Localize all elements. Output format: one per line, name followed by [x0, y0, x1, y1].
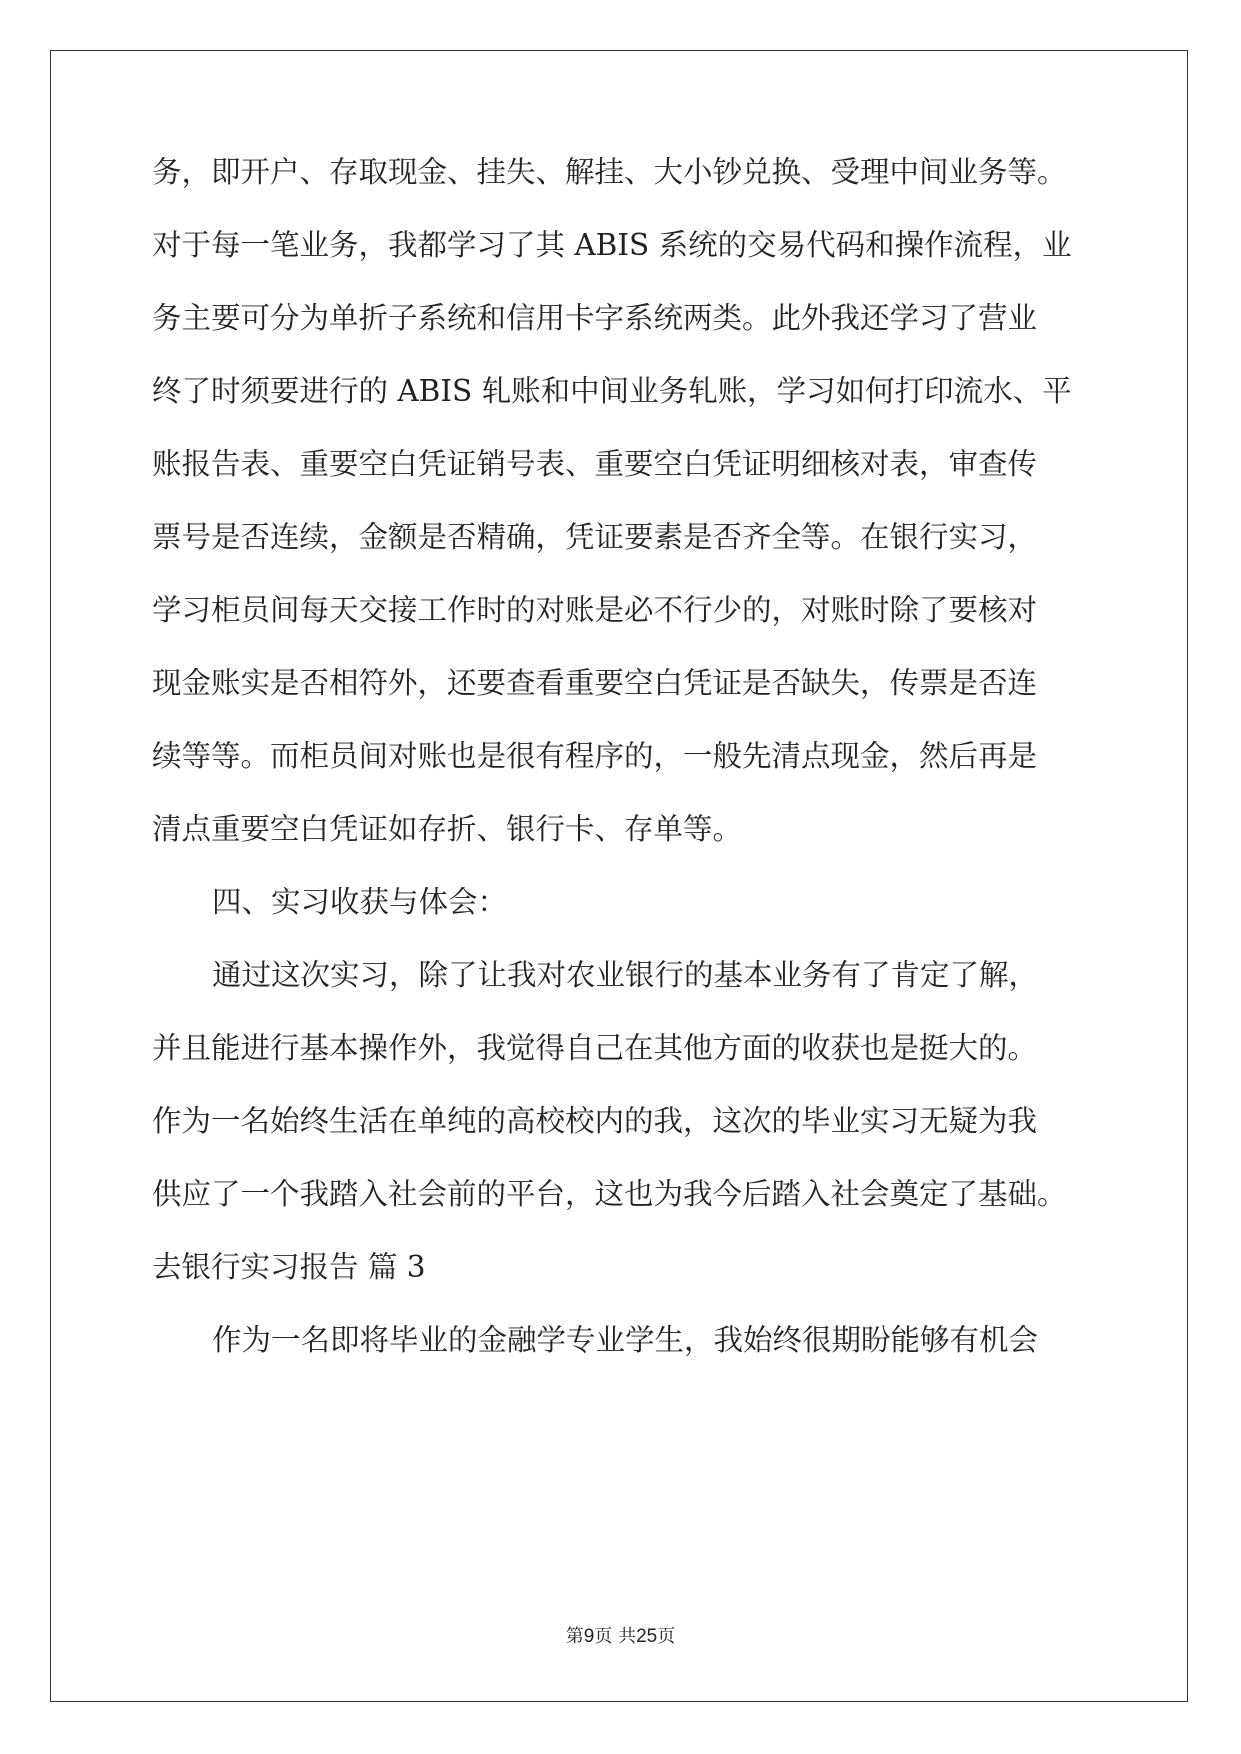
text-line: 供应了一个我踏入社会前的平台，这也为我今后踏入社会奠定了基础。 [152, 1177, 1067, 1211]
text-line: 通过这次实习，除了让我对农业银行的基本业务有了肯定了解， [212, 958, 1039, 992]
text-line: 续等等。而柜员间对账也是很有程序的，一般先清点现金，然后再是 [152, 739, 1038, 773]
text-line: 清点重要空白凭证如存折、银行卡、存单等。 [152, 812, 743, 846]
page-footer [0, 1622, 1241, 1648]
text-line: 并且能进行基本操作外，我觉得自己在其他方面的收获也是挺大的。 [152, 1031, 1038, 1065]
text-line: 票号是否连续，金额是否精确，凭证要素是否齐全等。在银行实习， [152, 520, 1038, 554]
text-line: 账报告表、重要空白凭证销号表、重要空白凭证明细核对表，审查传 [152, 447, 1038, 481]
footer-prefix: 第 [565, 1626, 584, 1647]
text-line: 作为一名始终生活在单纯的高校校内的我，这次的毕业实习无疑为我 [152, 1104, 1038, 1138]
footer-middle: 页 共 [594, 1626, 637, 1647]
text-line: 务主要可分为单折子系统和信用卡字系统两类。此外我还学习了营业 [152, 301, 1038, 335]
text-line: 终了时须要进行的 ABIS 轧账和中间业务轧账，学习如何打印流水、平 [152, 374, 1072, 408]
text-line: 务，即开户、存取现金、挂失、解挂、大小钞兑换、受理中间业务等。 [152, 155, 1067, 189]
text-line: 对于每一笔业务，我都学习了其 ABIS 系统的交易代码和操作流程，业 [152, 228, 1072, 262]
footer-total-pages: 25 [636, 1626, 658, 1647]
text-line: 现金账实是否相符外，还要查看重要空白凭证是否缺失，传票是否连 [152, 666, 1038, 700]
text-line: 作为一名即将毕业的金融学专业学生，我始终很期盼能够有机会 [212, 1323, 1039, 1357]
article-title: 去银行实习报告 篇 3 [152, 1250, 426, 1284]
page-border [50, 50, 1188, 1702]
footer-suffix: 页 [657, 1626, 676, 1647]
text-line: 学习柜员间每天交接工作时的对账是必不行少的，对账时除了要核对 [152, 593, 1038, 627]
section-heading: 四、实习收获与体会： [212, 885, 508, 919]
footer-page-number: 9 [583, 1626, 595, 1647]
